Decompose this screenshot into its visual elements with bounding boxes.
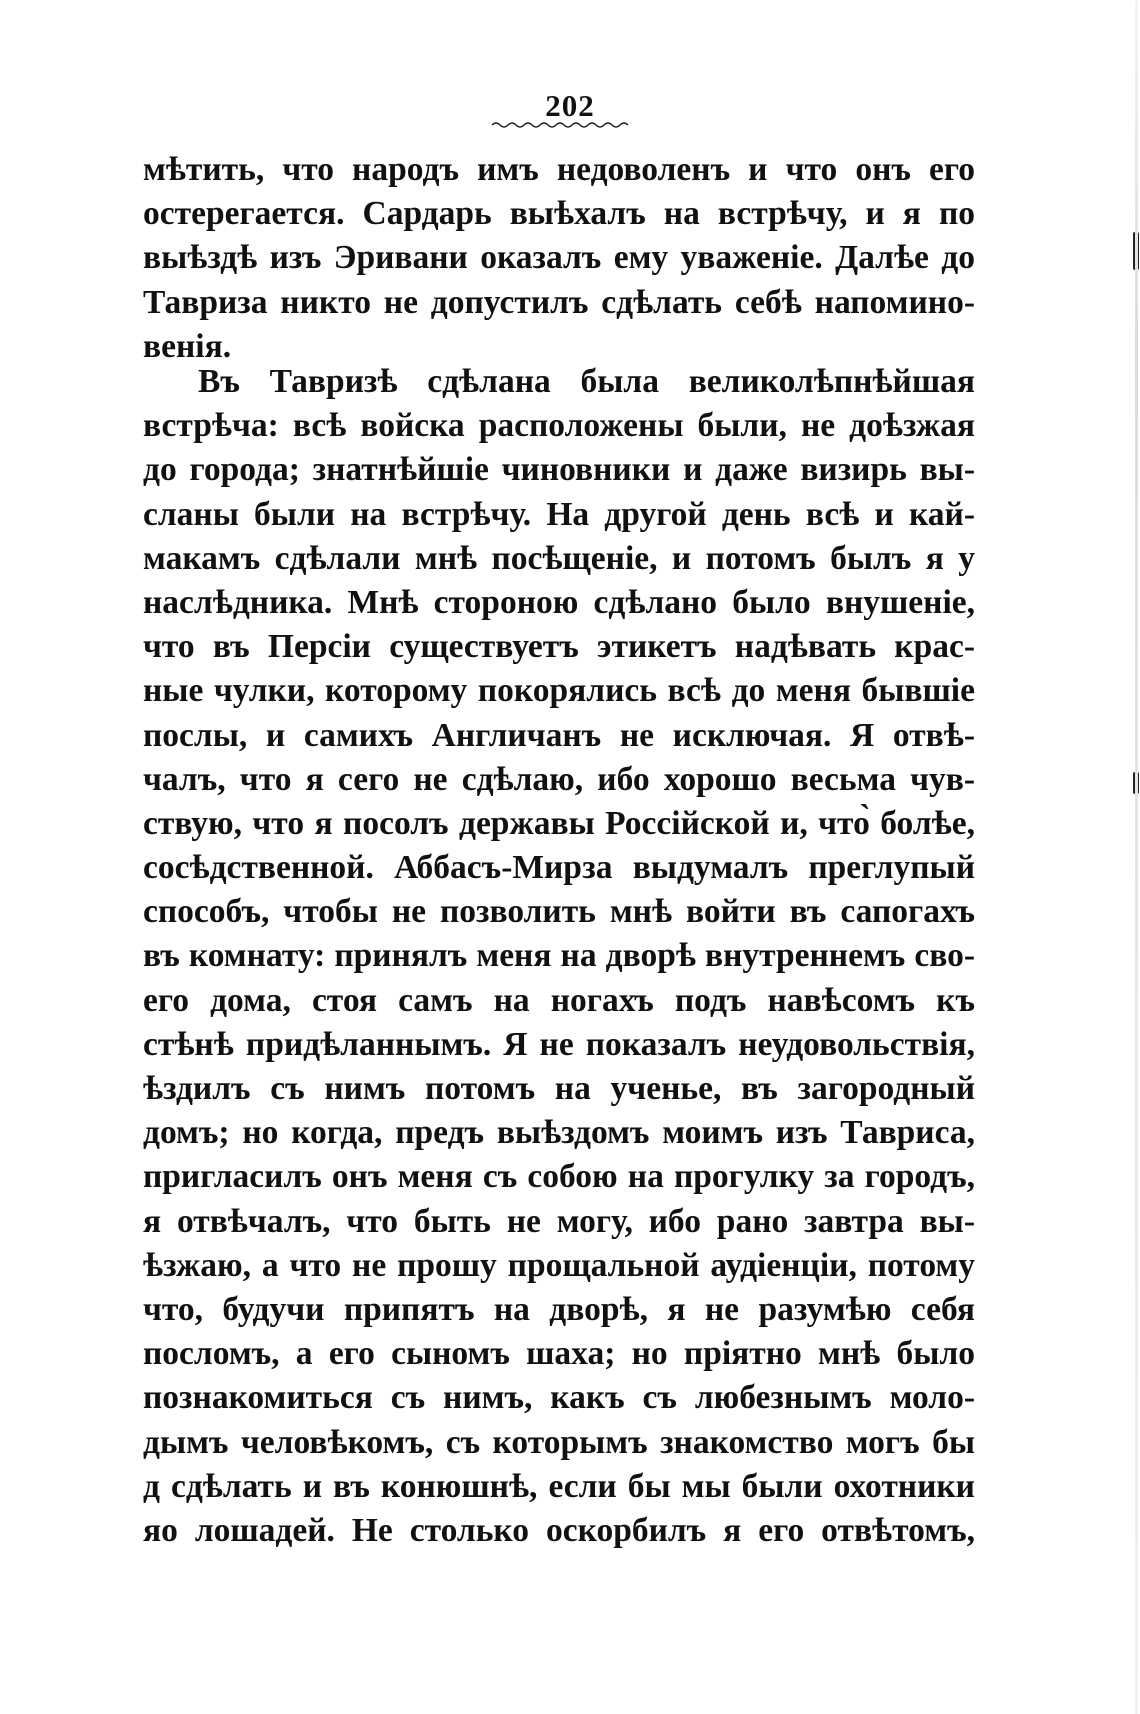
text-line: макамъ сдѣлали мнѣ посѣщеніе, и потомъ былъ я у [143, 539, 975, 577]
text-line: наслѣдника. Мнѣ стороною сдѣлано было внушеніе, [143, 583, 975, 621]
text-line: встрѣча: всѣ войска расположены были, не доѣзжая [143, 407, 975, 445]
text-line: Въ Тавризѣ сдѣлана была великолѣпнѣйшая [198, 363, 975, 400]
text-line: яо лошадей. Не столько оскорбилъ я его отвѣтомъ, [143, 1511, 975, 1549]
paragraph-2 [143, 360, 975, 1553]
wavy-rule-ornament [490, 120, 630, 130]
page-edge-shadow [1135, 0, 1138, 1714]
text-line: сосѣдственной. Аббасъ-Мирза выдумалъ преглупый [143, 849, 975, 887]
text-line: чалъ, что я сего не сдѣлаю, ибо хорошо весьма чув- [143, 760, 975, 798]
text-line: остерегается. Сардарь выѣхалъ на встрѣчу, и я по [143, 195, 975, 233]
text-line: я отвѣчалъ, что быть не могу, ибо рано завтра вы- [143, 1202, 975, 1240]
text-line: что, будучи припятъ на дворѣ, я не разумѣю себя [143, 1290, 975, 1328]
text-line: способъ, чтобы не позволить мнѣ войти въ сапогахъ [143, 893, 975, 931]
text-line: дымъ человѣкомъ, съ которымъ знакомство могъ бы [143, 1423, 975, 1461]
text-line: выѣздѣ изъ Эривани оказалъ ему уваженіе. Далѣе до [143, 239, 975, 277]
text-line: его дома, стоя самъ на ногахъ подъ навѣсомъ къ [143, 981, 975, 1019]
text-line: до города; знатнѣйшіе чиновники и даже визирь вы- [143, 451, 975, 489]
text-line: познакомиться съ нимъ, какъ съ любезнымъ моло- [143, 1379, 975, 1417]
text-line: Тавриза никто не допустилъ сдѣлать себѣ напомино- [143, 283, 975, 321]
text-line: стѣнѣ придѣланнымъ. Я не показалъ неудовольствія, [143, 1025, 975, 1063]
text-line: послы, и самихъ Англичанъ не исключая. Я отвѣ- [143, 716, 975, 754]
text-line: сланы были на встрѣчу. На другой день всѣ и кай- [143, 495, 975, 533]
text-line: мѣтить, что народъ имъ недоволенъ и что онъ его [143, 151, 975, 188]
text-line: посломъ, а его сыномъ шаха; но пріятно мнѣ было [143, 1335, 975, 1373]
text-line: ѣздилъ съ нимъ потомъ на ученье, въ загородный [143, 1070, 975, 1107]
paragraph-1 [143, 148, 975, 369]
text-line: ствую, что я посолъ державы Россійской и, что̀ болѣе, [143, 804, 975, 842]
text-line: въ комнату: принялъ меня на дворѣ внутреннемъ сво- [143, 937, 975, 975]
text-line: д сдѣлать и въ конюшнѣ, если бы мы были охотники [143, 1467, 975, 1505]
text-line: домъ; но когда, предъ выѣздомъ моимъ изъ Тавриса, [143, 1114, 975, 1152]
text-line: венія. [143, 327, 232, 365]
text-line: ные чулки, которому покорялись всѣ до меня бывшіе [143, 672, 975, 710]
text-line: ѣзжаю, а что не прошу прощальной аудіенціи, потому [143, 1246, 975, 1284]
text-line: пригласилъ онъ меня съ собою на прогулку за городъ, [143, 1158, 975, 1196]
text-line: что въ Персіи существуетъ этикетъ надѣвать крас- [143, 628, 975, 666]
page-number: 202 [545, 88, 595, 123]
